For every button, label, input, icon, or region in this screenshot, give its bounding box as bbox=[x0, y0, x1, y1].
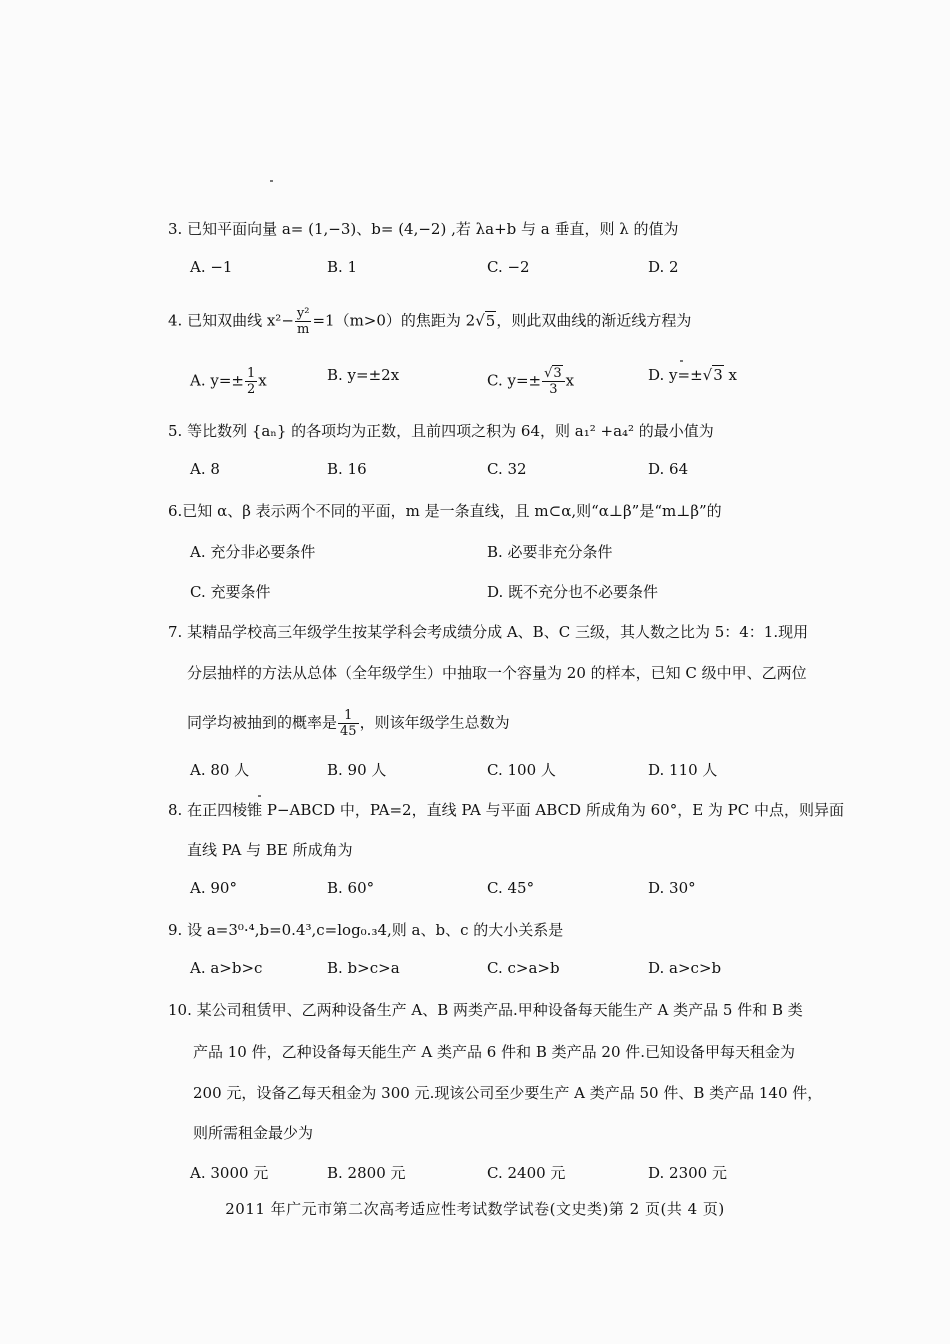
q6-option-c[interactable]: C. 充要条件 bbox=[190, 583, 271, 601]
question-7-options bbox=[190, 759, 850, 783]
question-4-text-mid: =1（m>0）的焦距为 2 bbox=[312, 311, 476, 330]
q5-option-d[interactable]: D. 64 bbox=[648, 460, 689, 478]
question-4-text-suffix: ，则此双曲线的渐近线方程为 bbox=[496, 311, 692, 330]
fraction-y2-over-m bbox=[295, 306, 312, 337]
question-10-line-1 bbox=[168, 999, 858, 1021]
question-8-line-2 bbox=[187, 839, 877, 861]
q9-option-d[interactable]: D. a>c>b bbox=[648, 959, 722, 977]
fraction-numerator: 1 bbox=[338, 708, 359, 724]
question-4-text-prefix: 4. 已知双曲线 x²− bbox=[168, 311, 294, 330]
question-10-line-2 bbox=[193, 1041, 883, 1063]
sqrt-radicand: 3 bbox=[553, 366, 562, 381]
page-footer: 2011 年广元市第二次高考适应性考试数学试卷(文史类)第 2 页(共 4 页) bbox=[225, 1200, 725, 1218]
question-3 bbox=[168, 218, 858, 240]
question-3-text: 3. 已知平面向量 a= (1,−3)、b= (4,−2) ,若 λa+b 与 a 垂直，则 λ 的值为 bbox=[168, 220, 679, 238]
question-9-options bbox=[190, 959, 850, 983]
q10-option-d[interactable]: D. 2300 元 bbox=[648, 1164, 727, 1182]
question-3-options bbox=[190, 258, 850, 282]
q8-option-a[interactable]: A. 90° bbox=[190, 879, 237, 897]
sqrt-sign: √ bbox=[702, 366, 713, 384]
fraction-denominator: 2 bbox=[246, 382, 256, 397]
q4-option-b[interactable]: B. y=±2x bbox=[327, 366, 400, 384]
q7-option-b[interactable]: B. 90 人 bbox=[327, 761, 387, 779]
q7-option-d[interactable]: D. 110 人 bbox=[648, 761, 718, 779]
q9-option-c[interactable]: C. c>a>b bbox=[487, 959, 560, 977]
question-10-text-2: 产品 10 件，乙种设备每天能生产 A 类产品 6 件和 B 类产品 20 件.已知设备甲每天租金为 bbox=[193, 1043, 796, 1061]
fraction-1-over-45 bbox=[338, 708, 359, 739]
q6-option-a[interactable]: A. 充分非必要条件 bbox=[190, 543, 316, 561]
question-10-line-3 bbox=[193, 1082, 883, 1104]
question-9 bbox=[168, 919, 858, 941]
question-9-text: 9. 设 a=3⁰·⁴,b=0.4³,c=log₀.₃4,则 a、b、c 的大小关系是 bbox=[168, 921, 564, 939]
q4-option-a-pre: A. y=± bbox=[190, 371, 244, 390]
question-7-text-1: 7. 某精品学校高三年级学生按某学科会考成绩分成 A、B、C 三级，其人数之比为 5：4：1.现用 bbox=[168, 623, 809, 641]
sqrt-radicand: 3 bbox=[713, 366, 723, 384]
q10-option-b[interactable]: B. 2800 元 bbox=[327, 1164, 406, 1182]
question-5-options bbox=[190, 460, 850, 484]
question-4 bbox=[168, 306, 858, 337]
question-6-options-row1 bbox=[190, 541, 850, 565]
q3-option-b[interactable]: B. 1 bbox=[327, 258, 358, 276]
q10-option-c[interactable]: C. 2400 元 bbox=[487, 1164, 566, 1182]
sqrt-sign: √ bbox=[544, 366, 553, 381]
question-10-text-1: 10. 某公司租赁甲、乙两种设备生产 A、B 两类产品.甲种设备每天能生产 A 类产品 5 件和 B 类 bbox=[168, 1001, 803, 1019]
q4-option-a-post: x bbox=[258, 371, 267, 390]
question-7-line-3 bbox=[187, 708, 877, 739]
question-10-options bbox=[190, 1162, 850, 1186]
fraction-denominator: 3 bbox=[549, 382, 558, 397]
sqrt-sign: √ bbox=[475, 311, 485, 330]
q4-option-d[interactable] bbox=[648, 366, 737, 384]
question-5-text: 5. 等比数列 {aₙ} 的各项均为正数，且前四项之积为 64，则 a₁² +a₄² 的最小值为 bbox=[168, 422, 714, 440]
q4-option-d-pre: D. y=± bbox=[648, 366, 703, 384]
fraction-denominator: 45 bbox=[340, 724, 357, 739]
q5-option-c[interactable]: C. 32 bbox=[487, 460, 527, 478]
q5-option-b[interactable]: B. 16 bbox=[327, 460, 367, 478]
q9-option-b[interactable]: B. b>c>a bbox=[327, 959, 400, 977]
scan-speck bbox=[270, 180, 273, 182]
q3-option-c[interactable]: C. −2 bbox=[487, 258, 530, 276]
question-7-text-2: 分层抽样的方法从总体（全年级学生）中抽取一个容量为 20 的样本，已知 C 级中甲、乙两位 bbox=[187, 664, 807, 682]
q5-option-a[interactable]: A. 8 bbox=[190, 460, 220, 478]
question-7-text-3-post: ，则该年级学生总数为 bbox=[359, 713, 510, 732]
q7-option-a[interactable]: A. 80 人 bbox=[190, 761, 250, 779]
fraction-numerator: y² bbox=[296, 306, 310, 321]
scan-speck bbox=[258, 795, 261, 797]
fraction-denominator: m bbox=[297, 322, 310, 337]
q4-option-a[interactable] bbox=[190, 366, 267, 397]
q7-option-c[interactable]: C. 100 人 bbox=[487, 761, 556, 779]
question-5 bbox=[168, 420, 858, 442]
question-10-text-4: 则所需租金最少为 bbox=[193, 1124, 314, 1142]
scan-speck bbox=[680, 360, 683, 362]
fraction-numerator bbox=[542, 366, 565, 382]
fraction-one-half bbox=[245, 366, 257, 397]
sqrt-radicand: 5 bbox=[485, 311, 496, 330]
q3-option-d[interactable]: D. 2 bbox=[648, 258, 679, 276]
question-10-text-3: 200 元，设备乙每天租金为 300 元.现该公司至少要生产 A 类产品 50 件、B 类产品 140 件， bbox=[193, 1084, 823, 1102]
q4-option-d-post: x bbox=[723, 366, 737, 384]
q6-option-b[interactable]: B. 必要非充分条件 bbox=[487, 543, 613, 561]
question-8-options bbox=[190, 879, 850, 903]
question-8-line-1 bbox=[168, 799, 858, 821]
q10-option-a[interactable]: A. 3000 元 bbox=[190, 1164, 269, 1182]
q4-option-c-post: x bbox=[565, 371, 575, 390]
question-10-line-4 bbox=[193, 1122, 883, 1144]
fraction-numerator: 1 bbox=[246, 366, 256, 381]
q8-option-d[interactable]: D. 30° bbox=[648, 879, 696, 897]
question-4-options bbox=[190, 366, 850, 397]
question-8-text-2: 直线 PA 与 BE 所成角为 bbox=[187, 841, 353, 859]
question-7-text-3-pre: 同学均被抽到的概率是 bbox=[187, 713, 338, 732]
question-6-options-row2 bbox=[190, 581, 850, 605]
fraction-sqrt3-over-3 bbox=[542, 366, 565, 397]
q9-option-a[interactable]: A. a>b>c bbox=[190, 959, 263, 977]
question-6-text: 6.已知 α、β 表示两个不同的平面，m 是一条直线，且 m⊂α,则“α⊥β”是“m⊥β”的 bbox=[168, 502, 722, 520]
question-7-line-1 bbox=[168, 621, 858, 643]
q6-option-d[interactable]: D. 既不充分也不必要条件 bbox=[487, 583, 659, 601]
question-6 bbox=[168, 500, 858, 522]
question-8-text-1: 8. 在正四棱锥 P−ABCD 中，PA=2，直线 PA 与平面 ABCD 所成角为 60°，E 为 PC 中点，则异面 bbox=[168, 801, 845, 819]
question-7-line-2 bbox=[187, 662, 877, 684]
q4-option-c[interactable] bbox=[487, 366, 574, 397]
q3-option-a[interactable]: A. −1 bbox=[190, 258, 233, 276]
q8-option-c[interactable]: C. 45° bbox=[487, 879, 535, 897]
q8-option-b[interactable]: B. 60° bbox=[327, 879, 375, 897]
q4-option-c-pre: C. y=± bbox=[487, 371, 542, 390]
